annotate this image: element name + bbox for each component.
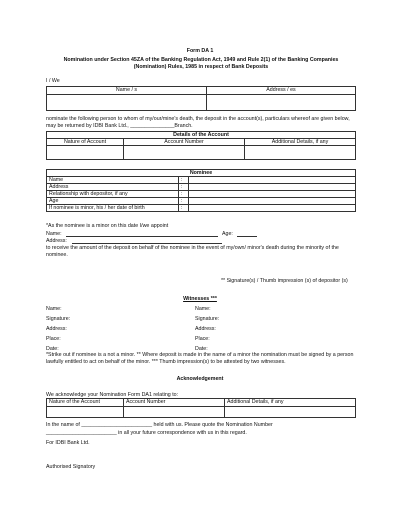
ack-line-2: ________________________ in all your future correspondence with us in this regard. (46, 430, 247, 436)
guardian-address-line[interactable] (72, 243, 222, 244)
i-we-label: I / We (46, 78, 60, 84)
depositor-table (46, 86, 356, 111)
witness-1-signature: Signature: (46, 316, 71, 322)
account-nature-cell[interactable] (47, 146, 124, 160)
witness-2-block (195, 304, 219, 354)
nominee-age-label: Age (47, 198, 179, 205)
nominee-dob-label: If nominee is minor, his / her date of birth (47, 205, 179, 212)
account-number-cell[interactable] (124, 146, 245, 160)
witness-2-address: Address: (195, 326, 216, 332)
guardian-age-label: Age: (222, 231, 233, 237)
acknowledgement-table (46, 398, 356, 418)
witness-2-signature: Signature: (195, 316, 220, 322)
acknowledgement-intro: We acknowledge your Nomination Form DA1 relating to: (46, 392, 179, 398)
nominee-age-cell[interactable] (189, 198, 356, 205)
nominee-address-cell[interactable] (189, 184, 356, 191)
names-cell[interactable] (47, 95, 207, 111)
ack-additional-header: Additional Details, if any (225, 399, 356, 407)
nominee-relationship-cell[interactable] (189, 191, 356, 198)
guardian-name-label: Name: (46, 231, 62, 237)
witness-1-name: Name: (46, 306, 62, 312)
nominee-dob-cell[interactable] (189, 205, 356, 212)
guardian-name-line[interactable] (66, 236, 218, 237)
nominee-address-label: Address (47, 184, 179, 191)
ack-nature-header: Nature of the Account (47, 399, 124, 407)
witness-1-date: Date: (46, 346, 59, 352)
minor-note: *As the nominee is a minor on this date I/we appoint (46, 223, 169, 229)
strike-note: *Strike out if nominee is a not a minor. ** Where deposit is made in the name of a minor the nomination must be signed by a person lawfully entitled to act on behalf of the minor. *** Thumb impression(s) to be attested by two witnesses. (46, 352, 354, 365)
nominee-name-label: Name (47, 177, 179, 184)
account-details-title: Details of the Account (47, 132, 356, 139)
account-additional-cell[interactable] (245, 146, 356, 160)
witness-2-name: Name: (195, 306, 211, 312)
account-number-header: Account Number (124, 139, 245, 146)
colon: : (179, 177, 189, 184)
account-details-table (46, 131, 356, 160)
witness-2-place: Place: (195, 336, 210, 342)
form-title: Form DA 1 (186, 48, 214, 54)
guardian-age-line[interactable] (237, 236, 257, 237)
nominee-title: Nominee (47, 170, 356, 177)
for-bank-label: For IDBI Bank Ltd. (46, 440, 90, 446)
form-subtitle: Nomination under Section 45ZA of the Banking Regulation Act, 1949 and Rule 2(1) of the Banking Companies (Nomination) Rules, 1985 in respect of Bank Deposits (63, 57, 339, 70)
ack-number-header: Account Number (124, 399, 225, 407)
colon: : (179, 184, 189, 191)
addresses-cell[interactable] (207, 95, 356, 111)
colon: : (179, 198, 189, 205)
nominate-text: nominate the following person to whom of my/our/mine's death, the deposit in the account(s), particulars whereof are given below, may be returned by IDBI Bank Ltd., _______________Branch. (46, 116, 350, 129)
witness-1-place: Place: (46, 336, 61, 342)
authorised-signatory-label: Authorised Signatory (46, 464, 96, 470)
witness-2-date: Date: (195, 346, 208, 352)
acknowledgement-title: Acknowledgement (176, 376, 224, 382)
ack-additional-cell[interactable] (225, 407, 356, 418)
account-additional-header: Additional Details, if any (245, 139, 356, 146)
names-header: Name / s (47, 87, 207, 95)
ack-number-cell[interactable] (124, 407, 225, 418)
addresses-header: Address / es (207, 87, 356, 95)
nominee-table (46, 169, 356, 212)
nominee-relationship-label: Relationship with depositor, if any (47, 191, 179, 198)
colon: : (179, 205, 189, 212)
colon: : (179, 191, 189, 198)
witness-1-block (46, 304, 70, 354)
witness-1-address: Address: (46, 326, 67, 332)
guardian-address-label: Address: (46, 238, 67, 244)
ack-line-1: In the name of ________________________ held with us. Please quote the Nomination Number (46, 422, 273, 428)
depositor-signature-label: ** Signature(s) / Thumb impression (s) of depositor (s) (221, 278, 348, 284)
ack-nature-cell[interactable] (47, 407, 124, 418)
nominee-name-cell[interactable] (189, 177, 356, 184)
receive-text: to receive the amount of the deposit on behalf of the nominee in the event of my/own/ minor's death during the minority of the nominee. (46, 245, 339, 258)
witnesses-title: Witnesses *** (183, 296, 217, 302)
account-nature-header: Nature of Account (47, 139, 124, 146)
